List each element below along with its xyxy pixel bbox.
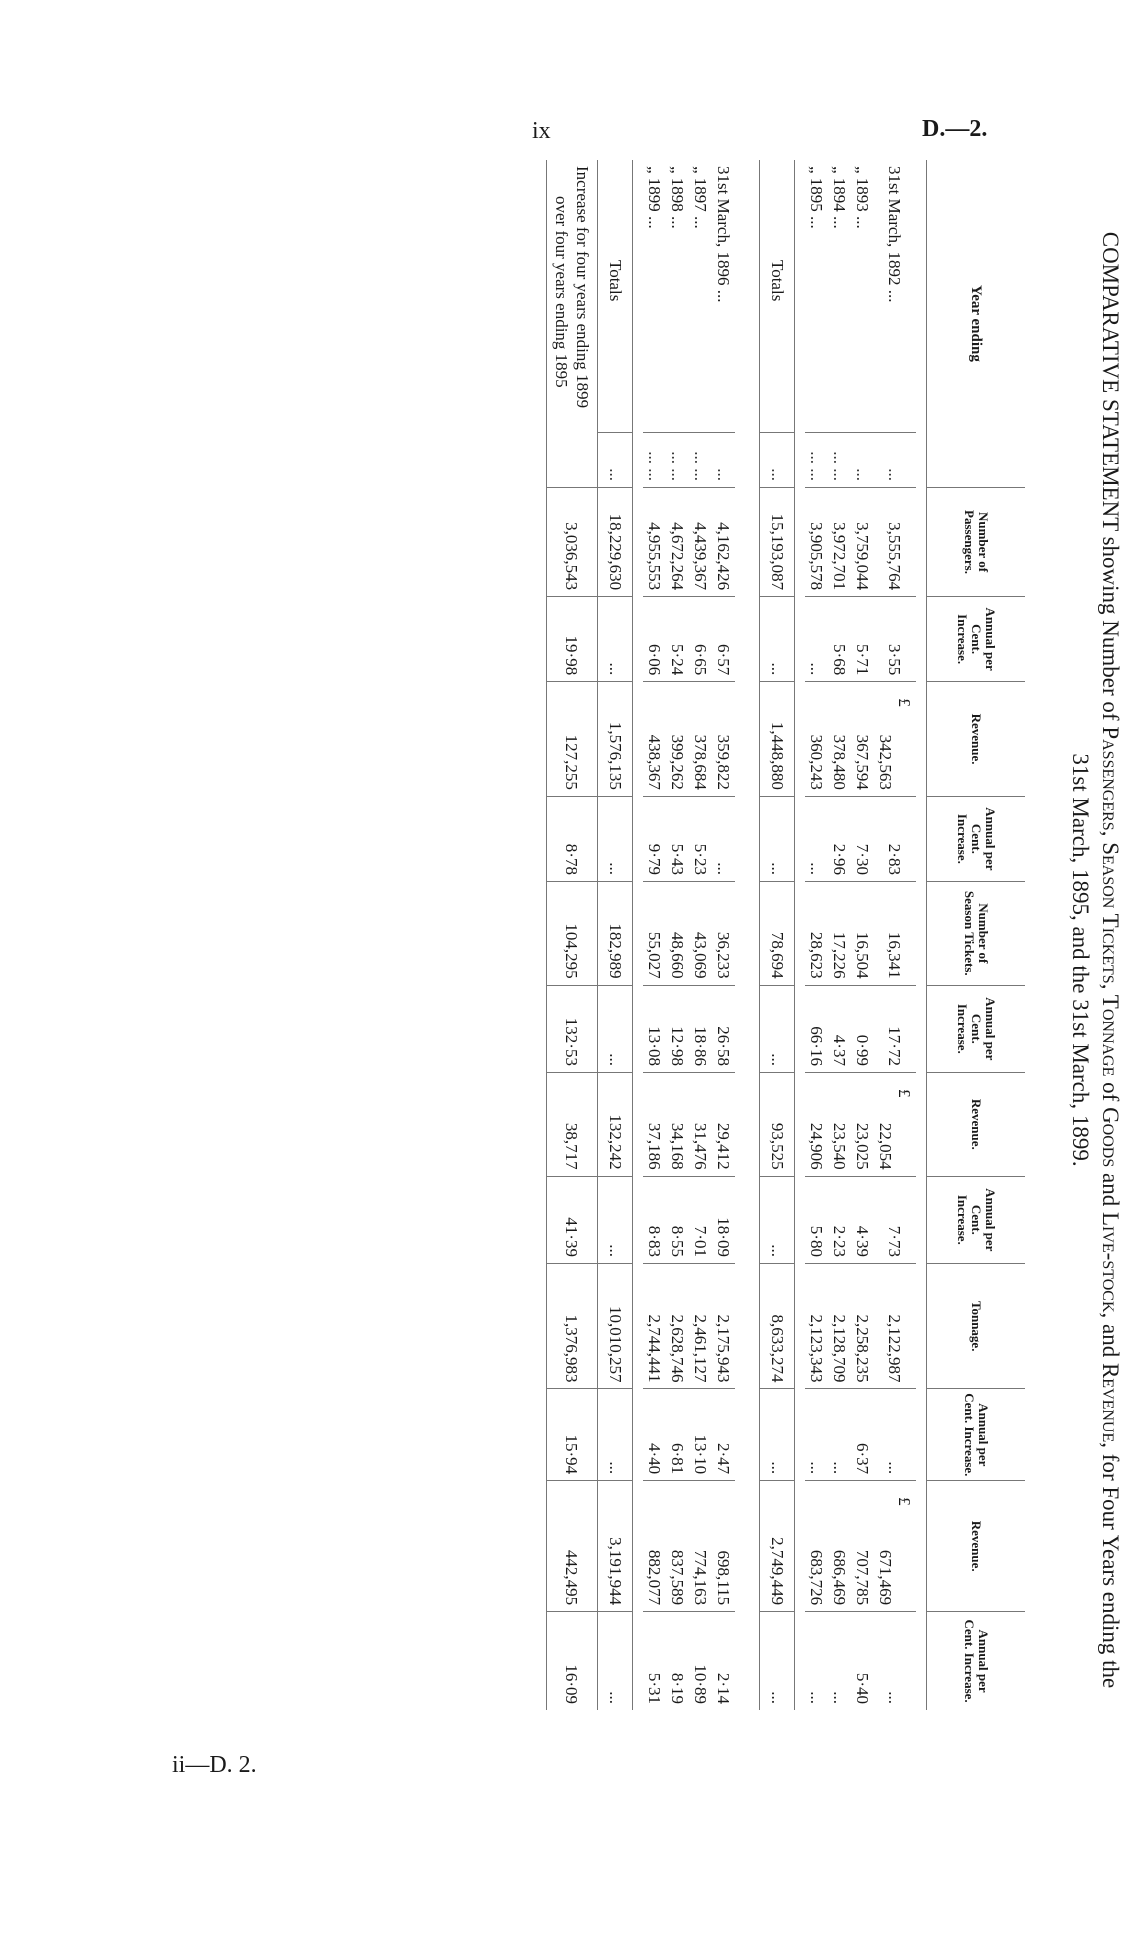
header-goods-revenue: Revenue. — [927, 1481, 1026, 1612]
cell-goods-revenue: 837,589 — [666, 1481, 689, 1612]
cell-passenger-revenue-increase: 8·78 — [547, 796, 598, 881]
cell-season-increase: 4·37 — [828, 985, 851, 1072]
cell-tonnage: 2,258,235 — [851, 1263, 874, 1389]
cell-tonnage: 2,128,709 — [828, 1263, 851, 1389]
cell-tonnage-increase: ... — [805, 1389, 828, 1481]
cell-passengers: 3,555,764 — [874, 487, 916, 596]
pound-symbol: £ — [895, 698, 914, 707]
cell-passengers: 3,759,044 — [851, 487, 874, 596]
cell-season: 48,660 — [666, 881, 689, 985]
header-season-increase: Annual per Cent. Increase. — [927, 985, 1026, 1072]
row-dots: ... ... — [643, 433, 666, 488]
cell-goods-revenue: 2,749,449 — [760, 1481, 795, 1612]
header-tonnage-increase: Annual per Cent. Increase. — [927, 1389, 1026, 1481]
increase-label — [547, 160, 598, 487]
cell-passenger-revenue-increase: ... — [760, 796, 795, 881]
table-row — [712, 160, 735, 1710]
cell-passenger-revenue-increase: ... — [598, 796, 633, 881]
side-reference: ii—D. 2. — [172, 1752, 257, 1778]
cell-season-revenue-increase: 7·73 — [874, 1176, 916, 1263]
cell-season-revenue: 24,906 — [805, 1072, 828, 1176]
cell-goods-revenue: 698,115 — [712, 1481, 735, 1612]
cell-tonnage-increase: ... — [828, 1389, 851, 1481]
cell-tonnage-increase: ... — [760, 1389, 795, 1481]
pound-symbol: £ — [895, 1088, 914, 1098]
cell-passenger-revenue-increase: ... — [805, 796, 828, 881]
cell-season-revenue: 23,025 — [851, 1072, 874, 1176]
cell-season-revenue-increase: 18·09 — [712, 1176, 735, 1263]
cell-goods-revenue-increase: 5·40 — [851, 1612, 874, 1710]
pound-symbol: £ — [895, 1497, 914, 1506]
spacer-row — [735, 160, 760, 1710]
cell-season: 28,623 — [805, 881, 828, 985]
table-row — [805, 160, 828, 1710]
header-tonnage: Tonnage. — [927, 1263, 1026, 1389]
cell-passengers-increase: 6·57 — [712, 597, 735, 682]
cell-passengers-increase: 5·68 — [828, 597, 851, 682]
cell-passengers: 4,955,553 — [643, 487, 666, 596]
cell-passengers-increase: 6·65 — [689, 597, 712, 682]
totals-label: Totals — [760, 160, 795, 433]
cell-season-revenue-increase: ... — [760, 1176, 795, 1263]
cell-season-revenue: 93,525 — [760, 1072, 795, 1176]
row-dots: ... — [712, 433, 735, 488]
cell-tonnage: 2,628,746 — [666, 1263, 689, 1389]
cell-season: 16,504 — [851, 881, 874, 985]
cell-passengers-increase: 5·24 — [666, 597, 689, 682]
cell-tonnage: 8,633,274 — [760, 1263, 795, 1389]
table-row — [689, 160, 712, 1710]
cell-season-revenue-increase: 8·83 — [643, 1176, 666, 1263]
cell-season-revenue-increase: 8·55 — [666, 1176, 689, 1263]
cell-goods-revenue-increase: 2·14 — [712, 1612, 735, 1710]
cell-tonnage: 2,122,987 — [874, 1263, 916, 1389]
cell-season: 55,027 — [643, 881, 666, 985]
row-dots: ... ... — [805, 433, 828, 488]
cell-passengers: 3,905,578 — [805, 487, 828, 596]
rotated-statement — [255, 140, 1135, 1780]
row-dots: ... — [874, 433, 916, 488]
spacer-row — [916, 160, 927, 1710]
cell-tonnage: 2,175,943 — [712, 1263, 735, 1389]
cell-goods-revenue: 683,726 — [805, 1481, 828, 1612]
header-season-revenue: Revenue. — [927, 1072, 1026, 1176]
cell-season-increase: 13·08 — [643, 985, 666, 1072]
cell-season-revenue-increase: 41·39 — [547, 1176, 598, 1263]
header-season-tickets: Number of Season Tickets. — [927, 881, 1026, 985]
caption-line-1: COMPARATIVE STATEMENT showing Number of Passengers, Season Tickets, Tonnage of Goods and Live-stock, and Revenue, for Four Years ending the — [1098, 231, 1123, 1689]
row-year: „ 1897 ... — [691, 166, 710, 229]
cell-passenger-revenue: 1,448,880 — [760, 682, 795, 797]
row-year: 31st March, 1896 ... — [714, 166, 733, 303]
row-year: „ 1898 ... — [668, 166, 687, 229]
caption-line-2: 31st March, 1895, and the 31st March, 1899. — [1068, 753, 1093, 1167]
page-number: ix — [532, 118, 551, 144]
cell-goods-revenue-increase: ... — [598, 1612, 633, 1710]
cell-passengers-increase: 3·55 — [874, 597, 916, 682]
cell-season-revenue: 132,242 — [598, 1072, 633, 1176]
cell-goods-revenue: 686,469 — [828, 1481, 851, 1612]
cell-passenger-revenue-increase: ... — [712, 796, 735, 881]
cell-passengers: 18,229,630 — [598, 487, 633, 596]
cell-tonnage: 1,376,983 — [547, 1263, 598, 1389]
cell-passengers-increase: ... — [760, 597, 795, 682]
cell-passengers-increase: 19·98 — [547, 597, 598, 682]
cell-passengers-increase: 5·71 — [851, 597, 874, 682]
cell-passenger-revenue-increase: 9·79 — [643, 796, 666, 881]
cell-season: 104,295 — [547, 881, 598, 985]
cell-season-increase: 132·53 — [547, 985, 598, 1072]
cell-passenger-revenue: 438,367 — [643, 682, 666, 797]
cell-tonnage-increase: 6·37 — [851, 1389, 874, 1481]
cell-season: 36,233 — [712, 881, 735, 985]
page-code: D.—2. — [922, 116, 988, 142]
cell-season-increase: 26·58 — [712, 985, 735, 1072]
cell-passengers: 3,972,701 — [828, 487, 851, 596]
cell-season-increase: ... — [598, 985, 633, 1072]
cell-passenger-revenue: 1,576,135 — [598, 682, 633, 797]
cell-tonnage-increase: 13·10 — [689, 1389, 712, 1481]
cell-season: 17,226 — [828, 881, 851, 985]
header-passengers: Number of Passengers. — [927, 487, 1026, 596]
cell-season-revenue-increase: 4·39 — [851, 1176, 874, 1263]
cell-passengers-increase: 6·06 — [643, 597, 666, 682]
cell-tonnage-increase: 4·40 — [643, 1389, 666, 1481]
increase-label-line-1: Increase for four years ending 1899 — [573, 166, 592, 409]
table-row — [666, 160, 689, 1710]
cell-tonnage: 2,461,127 — [689, 1263, 712, 1389]
cell-tonnage-increase: 2·47 — [712, 1389, 735, 1481]
cell-season-revenue: 31,476 — [689, 1072, 712, 1176]
cell-passengers-increase: ... — [598, 597, 633, 682]
cell-goods-revenue: 3,191,944 — [598, 1481, 633, 1612]
cell-passengers-increase: ... — [805, 597, 828, 682]
cell-goods-revenue: 707,785 — [851, 1481, 874, 1612]
cell-season-revenue: £ 22,054 — [874, 1072, 916, 1176]
cell-season-increase: ... — [760, 985, 795, 1072]
row-year: „ 1894 ... — [830, 166, 849, 229]
row-dots: ... ... — [666, 433, 689, 488]
cell-passengers: 4,162,426 — [712, 487, 735, 596]
totals-label: Totals — [598, 160, 633, 433]
cell-goods-revenue: 882,077 — [643, 1481, 666, 1612]
cell-passenger-revenue: 378,480 — [828, 682, 851, 797]
row-year: „ 1893 ... — [853, 166, 872, 229]
cell-season: 16,341 — [874, 881, 916, 985]
header-season-revenue-increase: Annual per Cent. Increase. — [927, 1176, 1026, 1263]
cell-passenger-revenue: 127,255 — [547, 682, 598, 797]
cell-season-revenue: 23,540 — [828, 1072, 851, 1176]
row-dots: ... ... — [689, 433, 712, 488]
cell-season-revenue: 29,412 — [712, 1072, 735, 1176]
cell-passenger-revenue: 360,243 — [805, 682, 828, 797]
spacer-row — [633, 160, 644, 1710]
header-row — [927, 160, 1026, 1710]
cell-passengers: 4,672,264 — [666, 487, 689, 596]
cell-season: 43,069 — [689, 881, 712, 985]
header-passenger-revenue: Revenue. — [927, 682, 1026, 797]
table-row — [874, 160, 916, 1710]
cell-goods-revenue-increase: 5·31 — [643, 1612, 666, 1710]
cell-passengers: 4,439,367 — [689, 487, 712, 596]
cell-passenger-revenue: 399,262 — [666, 682, 689, 797]
cell-goods-revenue-increase: ... — [874, 1612, 916, 1710]
spacer-row — [795, 160, 806, 1710]
cell-passenger-revenue-increase: 2·96 — [828, 796, 851, 881]
cell-passenger-revenue-increase: 5·43 — [666, 796, 689, 881]
cell-goods-revenue-increase: ... — [828, 1612, 851, 1710]
cell-season-revenue: 38,717 — [547, 1072, 598, 1176]
cell-goods-revenue-increase: 10·89 — [689, 1612, 712, 1710]
cell-goods-revenue: 774,163 — [689, 1481, 712, 1612]
cell-season: 182,989 — [598, 881, 633, 985]
cell-tonnage: 10,010,257 — [598, 1263, 633, 1389]
totals-row — [760, 160, 795, 1710]
header-goods-revenue-increase: Annual per Cent. Increase. — [927, 1612, 1026, 1710]
row-year: „ 1895 ... — [807, 166, 826, 229]
cell-goods-revenue-increase: 8·19 — [666, 1612, 689, 1710]
cell-tonnage-increase: 15·94 — [547, 1389, 598, 1481]
cell-tonnage-increase: ... — [598, 1389, 633, 1481]
cell-goods-revenue: 442,495 — [547, 1481, 598, 1612]
cell-passenger-revenue-increase: 7·30 — [851, 796, 874, 881]
cell-goods-revenue-increase: ... — [760, 1612, 795, 1710]
cell-season: 78,694 — [760, 881, 795, 985]
cell-season-revenue-increase: 2·23 — [828, 1176, 851, 1263]
cell-season-increase: 18·86 — [689, 985, 712, 1072]
increase-row — [547, 160, 598, 1710]
row-dots: ... — [598, 433, 633, 488]
cell-passenger-revenue-increase: 5·23 — [689, 796, 712, 881]
cell-tonnage: 2,744,441 — [643, 1263, 666, 1389]
cell-passenger-revenue: 359,822 — [712, 682, 735, 797]
cell-passenger-revenue: 378,684 — [689, 682, 712, 797]
row-dots: ... — [851, 433, 874, 488]
cell-passengers: 15,193,087 — [760, 487, 795, 596]
cell-passenger-revenue: 367,594 — [851, 682, 874, 797]
table-row — [851, 160, 874, 1710]
cell-tonnage-increase: 6·81 — [666, 1389, 689, 1481]
cell-season-increase: 66·16 — [805, 985, 828, 1072]
cell-tonnage: 2,123,343 — [805, 1263, 828, 1389]
cell-season-increase: 17·72 — [874, 985, 916, 1072]
cell-season-revenue-increase: 7·01 — [689, 1176, 712, 1263]
cell-season-revenue-increase: ... — [598, 1176, 633, 1263]
header-passenger-revenue-increase: Annual per Cent. Increase. — [927, 796, 1026, 881]
cell-goods-revenue-increase: ... — [805, 1612, 828, 1710]
cell-season-revenue-increase: 5·80 — [805, 1176, 828, 1263]
row-dots: ... — [760, 433, 795, 488]
totals-row — [598, 160, 633, 1710]
comparative-table — [546, 160, 1025, 1710]
cell-season-increase: 0·99 — [851, 985, 874, 1072]
statement-caption — [1065, 140, 1125, 1780]
header-passengers-increase: Annual per Cent. Increase. — [927, 597, 1026, 682]
cell-goods-revenue-increase: 16·09 — [547, 1612, 598, 1710]
cell-passenger-revenue-increase: 2·83 — [874, 796, 916, 881]
cell-goods-revenue: £ 671,469 — [874, 1481, 916, 1612]
increase-label-line-2: over four years ending 1895 — [552, 196, 571, 388]
row-dots: ... ... — [828, 433, 851, 488]
row-year: „ 1899 ... — [645, 166, 664, 229]
cell-passengers: 3,036,543 — [547, 487, 598, 596]
cell-season-revenue: 37,186 — [643, 1072, 666, 1176]
row-year: 31st March, 1892 ... — [885, 166, 905, 303]
cell-passenger-revenue: £ 342,563 — [874, 682, 916, 797]
cell-tonnage-increase: ... — [874, 1389, 916, 1481]
cell-season-revenue: 34,168 — [666, 1072, 689, 1176]
table-row — [828, 160, 851, 1710]
header-year: Year ending — [927, 160, 1026, 487]
cell-season-increase: 12·98 — [666, 985, 689, 1072]
table-row — [643, 160, 666, 1710]
